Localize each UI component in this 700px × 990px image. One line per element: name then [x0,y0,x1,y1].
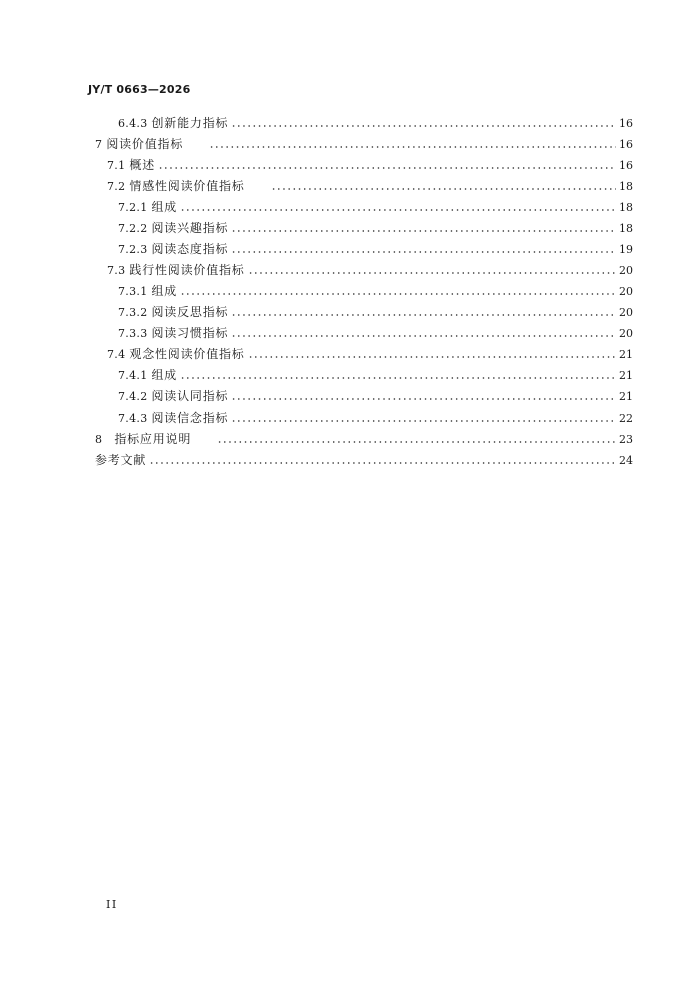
dot-leader [158,166,616,170]
dot-leader [180,292,616,296]
toc-entry-number: 7 [95,138,103,151]
toc-entry-number: 7.4 [107,348,126,361]
toc-entry-title: 践行性阅读价值指标 [129,263,245,277]
toc-entry-page: 21 [619,369,633,382]
dot-leader [217,440,616,444]
toc-entry [118,116,633,131]
toc-entry-title: 参考文献 [95,453,147,467]
toc-entry-page: 16 [619,159,633,172]
toc-entry-number: 7.2 [107,180,126,193]
toc-entry-page: 20 [619,264,633,277]
toc-entry-page: 20 [619,285,633,298]
toc-entry [107,347,633,362]
toc-entry-number: 7.3.1 [118,285,148,298]
toc-entry-title: 组成 [151,284,178,298]
toc-entry-page: 16 [619,117,633,130]
dot-leader [180,376,616,380]
dot-leader [231,124,616,128]
toc-entry-page: 20 [619,327,633,340]
toc-entry-title: 阅读习惯指标 [151,326,229,340]
toc-entry-page: 19 [619,243,633,256]
dot-leader [231,334,616,338]
toc-entry-number: 7.4.1 [118,369,148,382]
document-code: JY/T 0663—2026 [88,83,191,96]
toc-entry-page: 20 [619,306,633,319]
toc-entry-number: 7.3.2 [118,306,148,319]
toc-entry-number: 7.3.3 [118,327,148,340]
toc-entry-title: 指标应用说明 [114,432,192,446]
toc-entry [118,242,633,257]
toc-entry [118,284,633,299]
toc-entry-title: 阅读反思指标 [151,305,229,319]
toc-entry-title: 阅读信念指标 [151,411,229,425]
toc-entry-page: 21 [619,348,633,361]
toc-entry-title: 概述 [129,158,156,172]
dot-leader [248,271,616,275]
toc-entry-page: 18 [619,180,633,193]
dot-leader [271,187,616,191]
toc-entry-page: 18 [619,222,633,235]
toc-entry-title: 创新能力指标 [151,116,229,130]
dot-leader [231,419,616,423]
toc-entry-title: 组成 [151,200,178,214]
toc-entry-number: 7.1 [107,159,126,172]
dot-leader [231,250,616,254]
toc-entry-title: 阅读态度指标 [151,242,229,256]
toc-entry-number: 7.3 [107,264,126,277]
toc-entry-title: 情感性阅读价值指标 [129,179,245,193]
toc-entry-number: 7.2.2 [118,222,148,235]
toc-entry-title: 观念性阅读价值指标 [129,347,245,361]
toc-entry [118,326,633,341]
toc-entry [95,453,633,468]
dot-leader [231,229,616,233]
dot-leader [180,208,616,212]
toc-entry-title: 阅读认同指标 [151,389,229,403]
toc-entry-number: 7.4.3 [118,412,148,425]
dot-leader [231,397,616,401]
toc-entry [107,179,633,194]
toc-entry-number: 7.4.2 [118,390,148,403]
toc-entry-page: 21 [619,390,633,403]
toc-entry [118,200,633,215]
toc-entry-number: 7.2.3 [118,243,148,256]
toc-entry [118,389,633,404]
toc-entry-page: 24 [619,454,633,467]
toc-entry-page: 18 [619,201,633,214]
toc-entry-page: 22 [619,412,633,425]
toc-entry [118,305,633,320]
toc-entry [107,158,633,173]
dot-leader [209,145,616,149]
toc-entry-number: 8 [95,433,103,446]
dot-leader [149,461,616,465]
page-number: II [106,898,118,911]
toc-entry-page: 16 [619,138,633,151]
toc-entry [95,432,633,447]
toc-entry-page: 23 [619,433,633,446]
toc-entry-title: 阅读价值指标 [106,137,184,151]
toc-entry [95,137,633,152]
toc-entry-title: 组成 [151,368,178,382]
toc-entry-number: 6.4.3 [118,117,148,130]
toc-entry-title: 阅读兴趣指标 [151,221,229,235]
toc-entry [118,368,633,383]
toc-entry-number: 7.2.1 [118,201,148,214]
dot-leader [231,313,616,317]
toc-entry [118,221,633,236]
toc-entry [107,263,633,278]
dot-leader [248,355,616,359]
toc-entry [118,411,633,426]
